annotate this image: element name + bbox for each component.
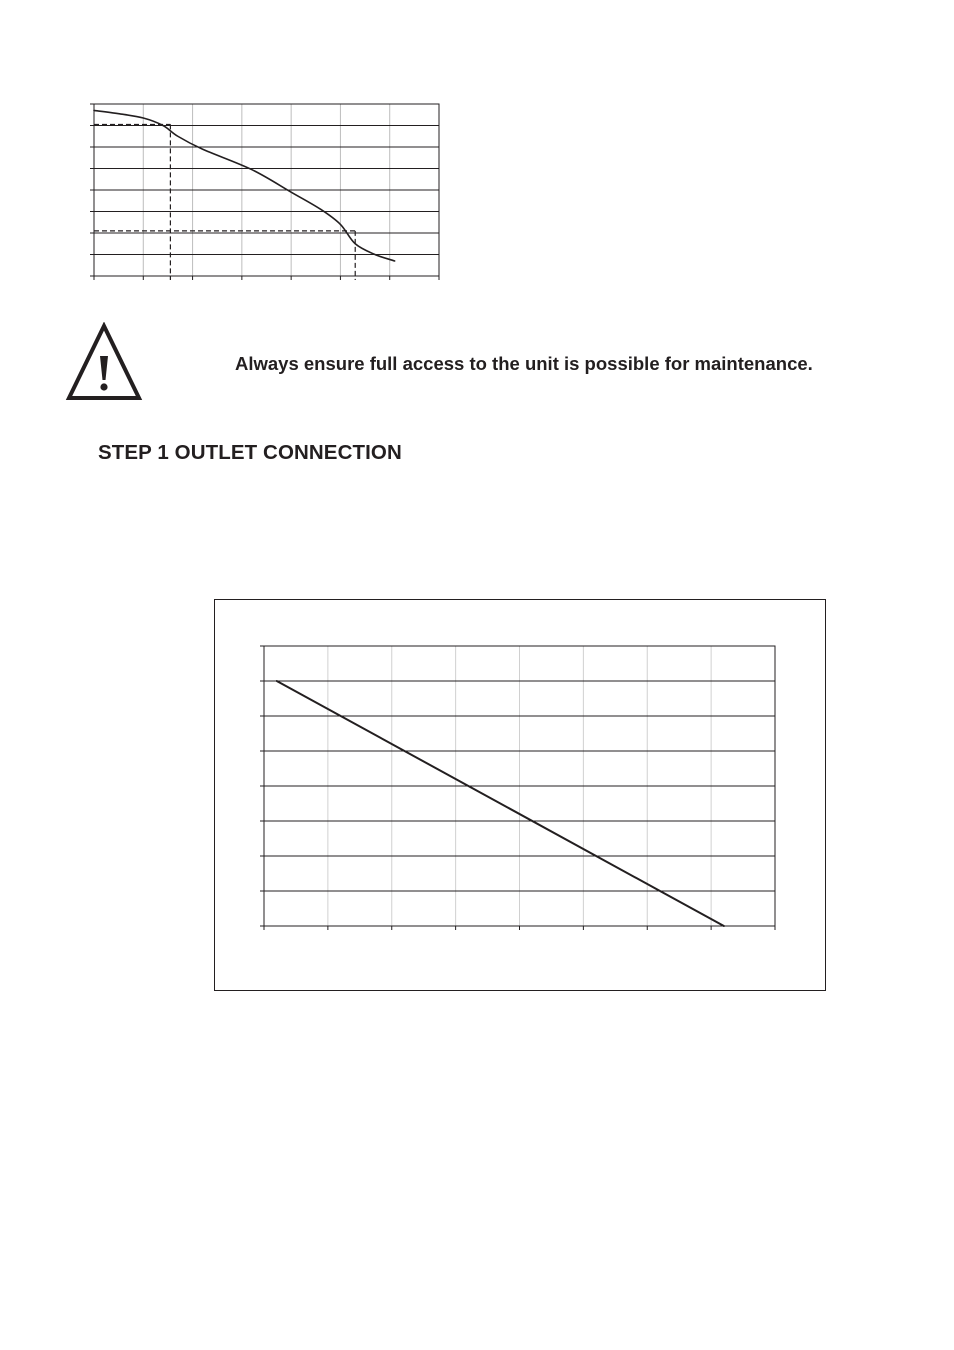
pump-curve-series — [94, 110, 395, 261]
outlet-chart-series — [277, 681, 724, 926]
pump-curve-reference-lines — [94, 124, 355, 280]
section-heading: STEP 1 OUTLET CONNECTION — [98, 441, 402, 464]
exclamation-dot — [100, 383, 107, 390]
pump-curve-ticks — [90, 104, 439, 280]
outlet-chart-gridlines — [264, 646, 775, 926]
outlet-chart — [215, 600, 827, 992]
pump-curve-chart — [80, 95, 450, 290]
outlet-chart-ticks — [260, 646, 775, 930]
outlet-chart-frame — [214, 599, 826, 991]
exclamation-stroke — [100, 356, 108, 380]
pump-curve-gridlines — [94, 104, 439, 276]
warning-triangle-icon — [65, 322, 143, 402]
series-line — [94, 110, 395, 261]
warning-text: Always ensure full access to the unit is possible for maintenance. — [235, 353, 813, 374]
series-line — [277, 681, 724, 926]
